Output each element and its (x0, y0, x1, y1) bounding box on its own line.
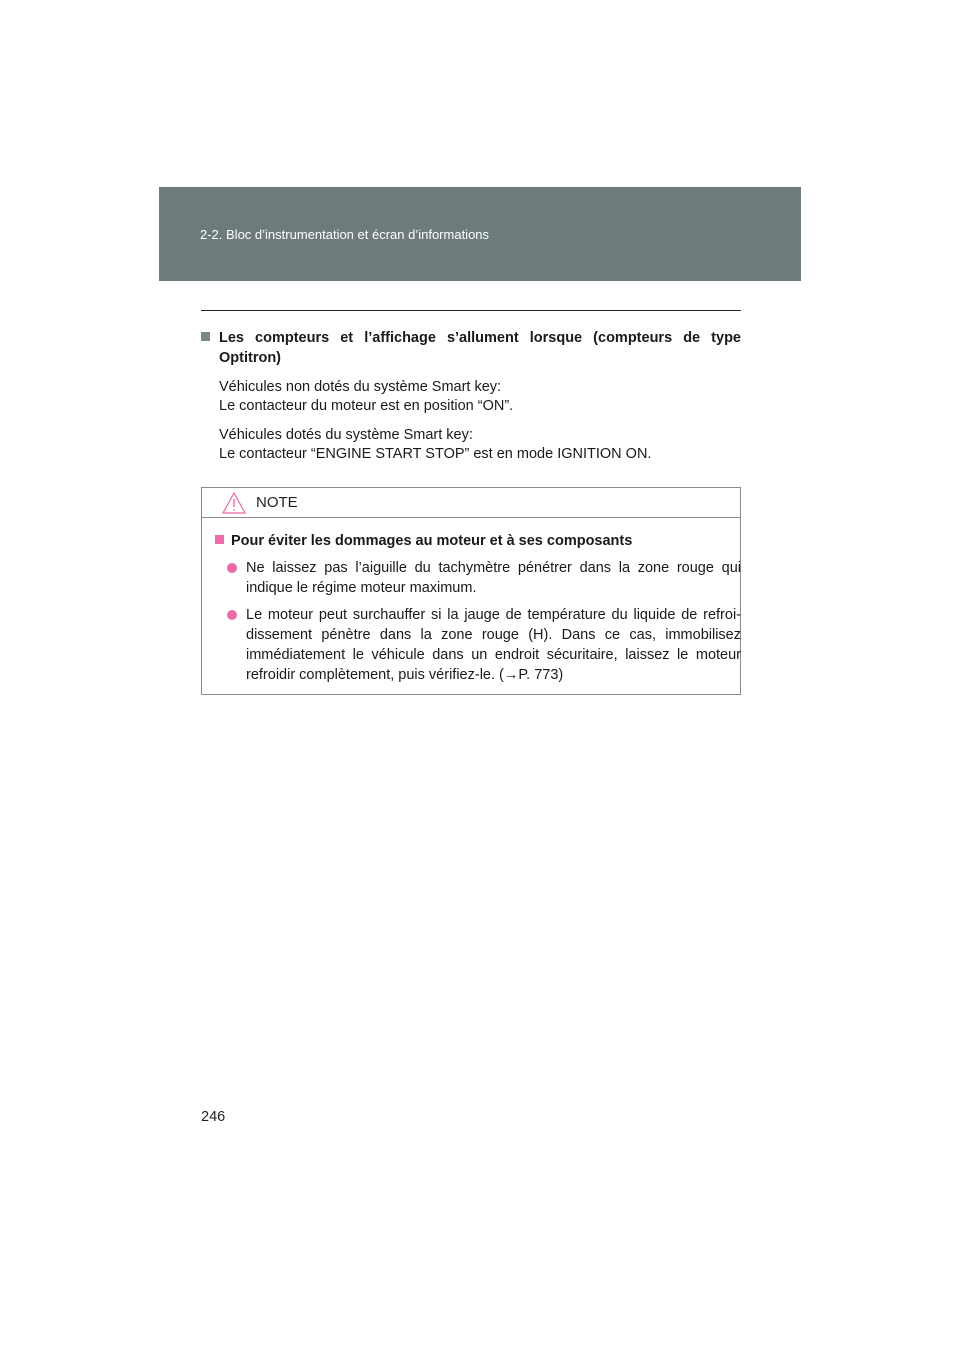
section-heading (201, 328, 741, 368)
square-bullet-icon (201, 332, 210, 341)
note-heading-text: Pour éviter les dommages au moteur et à ses composants (231, 533, 633, 549)
paragraph-no-smart-key (201, 378, 741, 416)
page-number: 246 (201, 1109, 226, 1125)
paragraph-line: Véhicules non dotés du système Smart key: (219, 379, 502, 395)
section-heading-text: Les compteurs et l’affichage s’allument lorsque (compteurs de type Optitron) (219, 330, 741, 366)
paragraph-line: Le contacteur du moteur est en position “ON”. (219, 398, 514, 414)
note-bullet-text: Ne laissez pas l’aiguille du tachymètre pénétrer dans la zone rouge qui indique le régime moteur maximum. (246, 560, 741, 596)
paragraph-line: Le contacteur “ENGINE START STOP” est en mode IGNITION ON. (219, 446, 652, 462)
note-bullet (215, 605, 741, 685)
paragraph-line: Véhicules dotés du système Smart key: (219, 427, 473, 443)
note-box (201, 487, 741, 695)
note-header (202, 488, 740, 518)
note-body (215, 531, 741, 685)
note-bullet (215, 558, 741, 598)
note-label: NOTE (256, 494, 298, 511)
section-content (201, 328, 741, 464)
warning-triangle-icon (222, 492, 246, 514)
note-heading (215, 531, 741, 551)
page-header (159, 187, 801, 281)
pink-dot-bullet-icon (227, 610, 237, 620)
paragraph-smart-key (201, 426, 741, 464)
pink-dot-bullet-icon (227, 563, 237, 573)
pink-square-bullet-icon (215, 535, 224, 544)
note-bullet-text: Le moteur peut surchauffer si la jauge de température du liquide de refroi-dissement pénètre dans la zone rouge (H). Dans ce cas, immobilisez immédiatement le véhicule dans un endroit sécuritaire, laissez le moteur refroidir complètement, puis vérifiez-le. (→P. 773) (246, 607, 741, 683)
header-title: 2-2. Bloc d’instrumentation et écran d’informations (200, 227, 490, 242)
section-rule (201, 310, 741, 311)
